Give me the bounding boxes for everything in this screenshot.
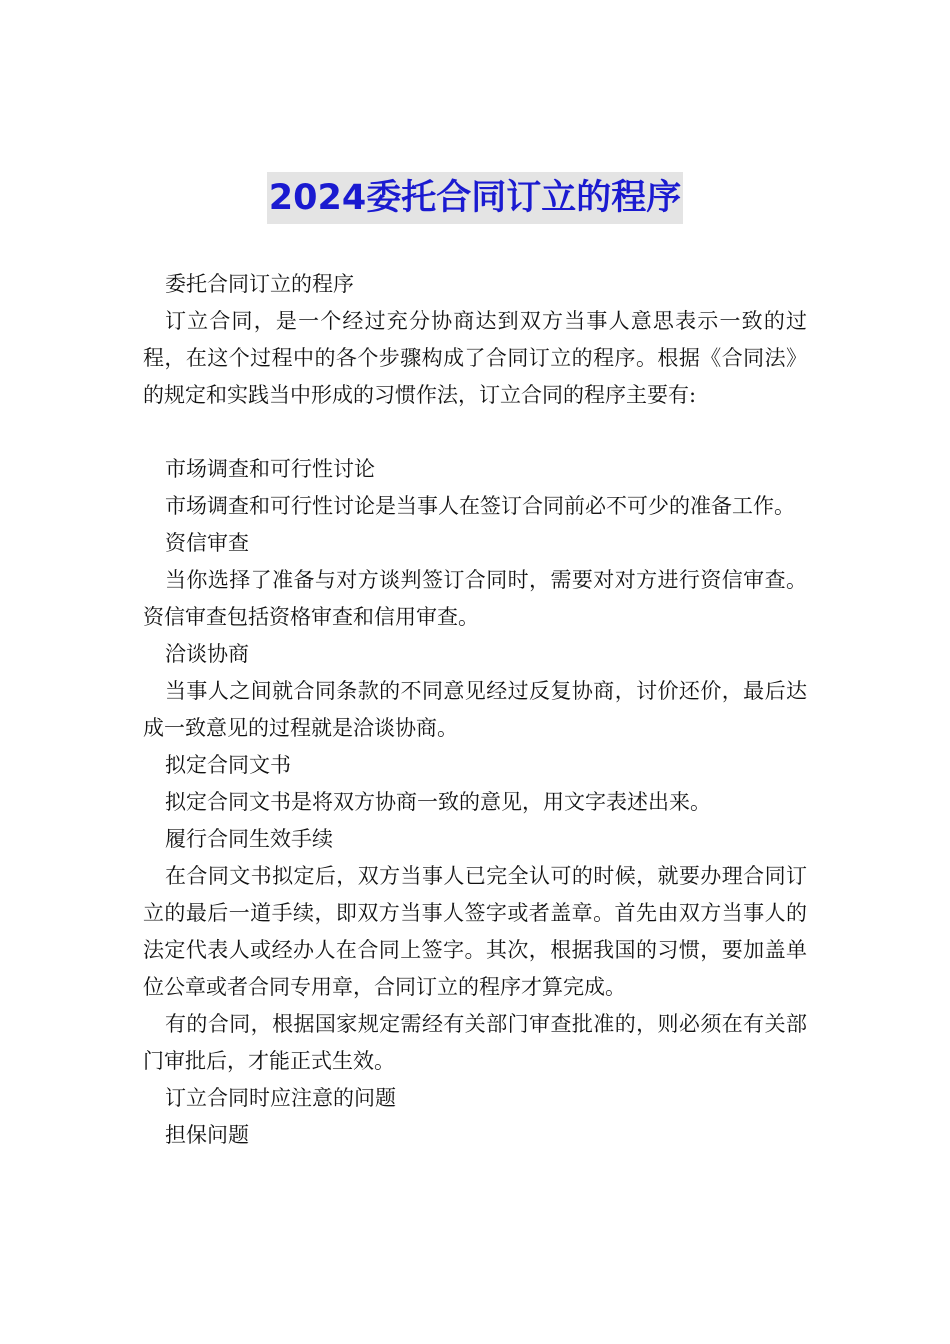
- body-paragraph: 市场调查和可行性讨论是当事人在签订合同前必不可少的准备工作。: [165, 494, 795, 518]
- section-heading: 担保问题: [165, 1123, 249, 1147]
- section-heading: 市场调查和可行性讨论: [165, 457, 375, 481]
- body-paragraph: 当你选择了准备与对方谈判签订合同时，需要对对方进行资信审查。资信审查包括资格审查和信用审查。: [143, 568, 807, 629]
- body-paragraph: 拟定合同文书是将双方协商一致的意见，用文字表述出来。: [165, 790, 711, 814]
- section-heading: 订立合同时应注意的问题: [165, 1086, 396, 1110]
- body-paragraph: 有的合同，根据国家规定需经有关部门审查批准的，则必须在有关部门审批后，才能正式生效。: [143, 1012, 807, 1073]
- section-heading: 拟定合同文书: [165, 753, 291, 777]
- body-paragraph: 当事人之间就合同条款的不同意见经过反复协商，讨价还价，最后达成一致意见的过程就是洽谈协商。: [143, 679, 807, 740]
- section-heading: 洽谈协商: [165, 642, 249, 666]
- section-heading: 履行合同生效手续: [165, 827, 333, 851]
- title-container: [0, 172, 950, 224]
- document-body: [143, 266, 807, 1154]
- body-paragraph: 在合同文书拟定后，双方当事人已完全认可的时候，就要办理合同订立的最后一道手续，即双方当事人签字或者盖章。首先由双方当事人的法定代表人或经办人在合同上签字。其次，根据我国的习惯，要加盖单位公章或者合同专用章，合同订立的程序才算完成。: [143, 864, 807, 999]
- section-heading: 委托合同订立的程序: [165, 272, 354, 296]
- section-heading: 资信审查: [165, 531, 249, 555]
- body-paragraph: 订立合同，是一个经过充分协商达到双方当事人意思表示一致的过程，在这个过程中的各个步骤构成了合同订立的程序。根据《合同法》的规定和实践当中形成的习惯作法，订立合同的程序主要有:: [143, 309, 807, 407]
- document-title: 2024委托合同订立的程序: [267, 172, 683, 224]
